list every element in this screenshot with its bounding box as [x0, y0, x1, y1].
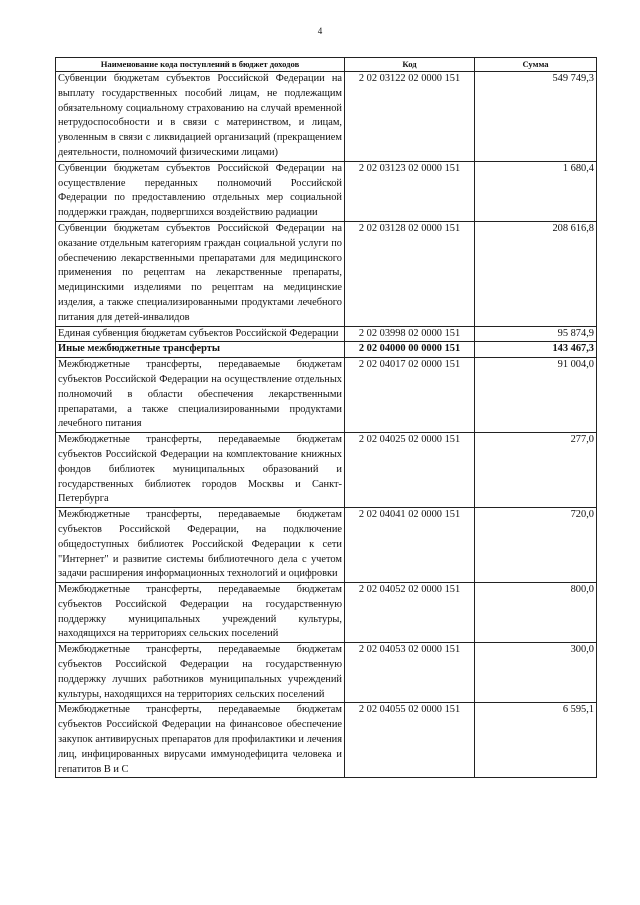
page-number: 4 — [317, 26, 323, 36]
cell-name: Межбюджетные трансферты, передаваемые бюджетам субъектов Российской Федерации на комплектование книжных фондов библиотек муниципальных образований и государственных библиотек городов Москвы и Санкт-Петербурга — [56, 433, 345, 508]
cell-sum: 800,0 — [475, 583, 597, 643]
cell-code: 2 02 04055 02 0000 151 — [345, 703, 475, 778]
cell-name: Субвенции бюджетам субъектов Российской Федерации на выплату государственных пособий лицам, не подлежащим обязательному социальному страхованию на случай временной нетрудоспособности и в связи с материнством, и лицам, уволенным в связи с ликвидацией организаций (прекращением деятельности, полномочий физическими лицами) — [56, 72, 345, 162]
cell-sum: 1 680,4 — [475, 161, 597, 221]
cell-code: 2 02 04025 02 0000 151 — [345, 433, 475, 508]
cell-name: Единая субвенция бюджетам субъектов Российской Федерации — [56, 326, 345, 342]
cell-sum: 277,0 — [475, 433, 597, 508]
cell-sum: 208 616,8 — [475, 221, 597, 326]
table-body — [56, 72, 597, 778]
header-name: Наименование кода поступлений в бюджет доходов — [56, 58, 345, 72]
cell-sum: 6 595,1 — [475, 703, 597, 778]
cell-sum: 549 749,3 — [475, 72, 597, 162]
cell-code: 2 02 03998 02 0000 151 — [345, 326, 475, 342]
table-row — [56, 583, 597, 643]
cell-code: 2 02 04053 02 0000 151 — [345, 643, 475, 703]
table-row — [56, 508, 597, 583]
cell-name: Субвенции бюджетам субъектов Российской Федерации на оказание отдельным категориям граждан социальной услуги по обеспечению лекарственными препаратами для медицинского применения по рецептам на лекарственные препараты, медицинскими изделиями по рецептам на медицинские изделия, а также специализированными продуктами лечебного питания для детей-инвалидов — [56, 221, 345, 326]
cell-code: 2 02 04000 00 0000 151 — [345, 342, 475, 358]
cell-code: 2 02 04052 02 0000 151 — [345, 583, 475, 643]
cell-code: 2 02 03122 02 0000 151 — [345, 72, 475, 162]
cell-sum: 143 467,3 — [475, 342, 597, 358]
table-row — [56, 433, 597, 508]
table-row — [56, 643, 597, 703]
table-row — [56, 358, 597, 433]
table-row — [56, 703, 597, 778]
table-row — [56, 161, 597, 221]
cell-code: 2 02 03128 02 0000 151 — [345, 221, 475, 326]
table-header-row — [56, 58, 597, 72]
cell-sum: 91 004,0 — [475, 358, 597, 433]
table-row — [56, 342, 597, 358]
table-row — [56, 326, 597, 342]
cell-code: 2 02 04017 02 0000 151 — [345, 358, 475, 433]
header-code: Код — [345, 58, 475, 72]
cell-name: Межбюджетные трансферты, передаваемые бюджетам субъектов Российской Федерации, на подключение общедоступных библиотек Российской Федерации к сети "Интернет" и развитие системы библиотечного дела с учетом задачи расширения информационных технологий и оцифровки — [56, 508, 345, 583]
cell-code: 2 02 03123 02 0000 151 — [345, 161, 475, 221]
revenue-table — [55, 57, 597, 778]
cell-code: 2 02 04041 02 0000 151 — [345, 508, 475, 583]
cell-sum: 95 874,9 — [475, 326, 597, 342]
header-sum: Сумма — [475, 58, 597, 72]
table-row — [56, 221, 597, 326]
table-row — [56, 72, 597, 162]
cell-sum: 300,0 — [475, 643, 597, 703]
cell-name: Межбюджетные трансферты, передаваемые бюджетам субъектов Российской Федерации на государственную поддержку лучших работников муниципальных учреждений культуры, находящихся на территориях сельских поселений — [56, 643, 345, 703]
cell-sum: 720,0 — [475, 508, 597, 583]
cell-name: Межбюджетные трансферты, передаваемые бюджетам субъектов Российской Федерации на финансовое обеспечение закупок антивирусных препаратов для профилактики и лечения лиц, инфицированных вирусами иммунодефицита человека и гепатитов В и С — [56, 703, 345, 778]
cell-name: Субвенции бюджетам субъектов Российской Федерации на осуществление переданных полномочий Российской Федерации по предоставлению отдельных мер социальной поддержки граждан, подвергшихся воздействию радиации — [56, 161, 345, 221]
cell-name: Иные межбюджетные трансферты — [56, 342, 345, 358]
cell-name: Межбюджетные трансферты, передаваемые бюджетам субъектов Российской Федерации на государственную поддержку муниципальных учреждений культуры, находящихся на территориях сельских поселений — [56, 583, 345, 643]
cell-name: Межбюджетные трансферты, передаваемые бюджетам субъектов Российской Федерации на осуществление отдельных полномочий в области обеспечения лекарственными препаратами, а также специализированными продуктами лечебного питания — [56, 358, 345, 433]
